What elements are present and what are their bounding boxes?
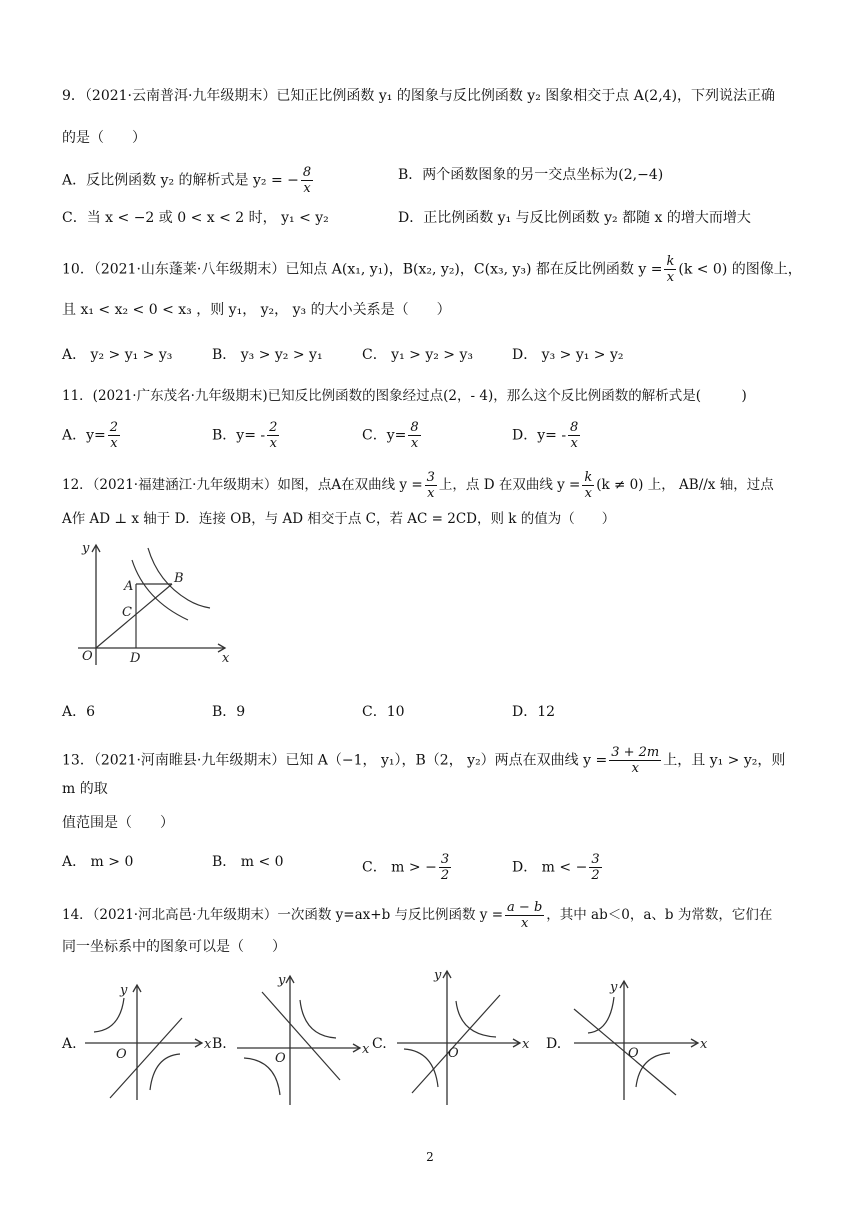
axis-y-label: y (120, 983, 128, 998)
q11-stem: 11．(2021·广东茂名·九年级期末)已知反比例函数的图象经过点(2，- 4)，那么这个反比例函数的解析式是( ) (62, 388, 747, 404)
fig-point-d: D (130, 651, 141, 666)
q11-option-a: A．y= $\frac{2}{x}$ (62, 420, 119, 451)
axis-x-label: x (204, 1037, 212, 1052)
q10-stem-line1: 10．（2021·山东蓬莱·八年级期末）已知点 A(x₁, y₁)，B(x₂, y₂)，C(x₃, y₃) 都在反比例函数 y = $\frac{k}{x}$ (k < 0) 的图像上， (62, 254, 802, 285)
q11-option-d: D．y= - $\frac{8}{x}$ (512, 420, 579, 451)
q10-option-b: B． y₃ > y₂ > y₁ (212, 347, 323, 363)
q9-option-d: D．正比例函数 y₁ 与反比例函数 y₂ 都随 x 的增大而增大 (398, 210, 751, 226)
fig-point-a: A (124, 579, 134, 594)
q14-graph-a (80, 980, 220, 1110)
axis-x-label: x (522, 1037, 530, 1052)
axis-x-label: x (700, 1037, 708, 1052)
q10-stem-line2: 且 x₁ < x₂ < 0 < x₃ ，则 y₁， y₂， y₃ 的大小关系是（ ） (62, 302, 451, 318)
q9-option-b: B．两个函数图象的另一交点坐标为(2,−4) (398, 167, 664, 183)
q12-stem-line2: A作 AD ⊥ x 轴于 D．连接 OB，与 AD 相交于点 C，若 AC = 2CD，则 k 的值为（ ） (62, 511, 616, 527)
q12-option-d: D．12 (512, 704, 556, 720)
q12-figure (60, 540, 240, 670)
q13-option-a: A． m > 0 (62, 854, 134, 870)
q14-label-c: C. (372, 1036, 387, 1052)
q14-label-b: B. (212, 1036, 227, 1052)
q11-option-c: C．y= $\frac{8}{x}$ (362, 420, 419, 451)
q9-option-c: C．当 x < −2 或 0 < x < 2 时， y₁ < y₂ (62, 210, 329, 226)
q9-option-a: A．反比例函数 y₂ 的解析式是 y₂ = − $\frac{8}{x}$ (62, 165, 312, 196)
q12-stem-line1: 12．（2021·福建涵江·九年级期末）如图，点A在双曲线 y = $\frac{3}{x}$ 上，点 D 在双曲线 y = $\frac{k}{x}$ (k ≠ 0) 上， AB//x 轴，过点 (62, 470, 774, 501)
q14-graph-c (392, 965, 532, 1110)
q10-option-c: C． y₁ > y₂ > y₃ (362, 347, 473, 363)
origin-label: O (116, 1047, 127, 1062)
q13-option-b: B． m < 0 (212, 854, 284, 870)
axis-y-label: y (434, 968, 442, 983)
fig-point-b: B (174, 571, 184, 586)
q14-graph-d (566, 975, 716, 1105)
q12-option-c: C．10 (362, 704, 405, 720)
q14-stem-line2: 同一坐标系中的图象可以是（ ） (62, 939, 286, 955)
q9-stem-line1: 9．（2021·云南普洱·九年级期末）已知正比例函数 y₁ 的图象与反比例函数 y₂ 图象相交于点 A(2,4)，下列说法正确 (62, 88, 776, 104)
page-number: 2 (426, 1150, 434, 1164)
axis-y-label: y (278, 973, 286, 988)
q14-label-a: A. (62, 1036, 77, 1052)
q13-stem-line2: m 的取 (62, 781, 108, 797)
q14-stem-line1: 14．（2021·河北高邑·九年级期末）一次函数 y=ax+b 与反比例函数 y = $\frac{a - b}{x}$ ，其中 ab＜0，a、b 为常数，它们在 (62, 900, 773, 931)
q12-option-a: A．6 (62, 704, 96, 720)
q13-stem-line1: 13．（2021·河南睢县·九年级期末）已知 A（−1， y₁），B（2， y₂）两点在双曲线 y = $\frac{3 + 2m}{x}$ 上，且 y₁ > y₂，则 (62, 745, 786, 776)
fig-x-label: x (222, 651, 230, 666)
q10-option-d: D． y₃ > y₁ > y₂ (512, 347, 624, 363)
fig-point-c: C (122, 605, 132, 620)
fraction: $\frac{8}{x}$ (302, 165, 312, 196)
q11-option-b: B．y= - $\frac{2}{x}$ (212, 420, 278, 451)
fig-origin-label: O (82, 649, 93, 664)
fig-y-label: y (82, 541, 90, 556)
q13-option-d: D． m < − $\frac{3}{2}$ (512, 852, 600, 883)
origin-label: O (448, 1046, 459, 1061)
q14-graph-b (232, 970, 372, 1110)
axis-x-label: x (362, 1042, 370, 1057)
q10-option-a: A． y₂ > y₁ > y₃ (62, 347, 173, 363)
axis-y-label: y (610, 980, 618, 995)
q13-option-c: C． m > − $\frac{3}{2}$ (362, 852, 450, 883)
origin-label: O (275, 1051, 286, 1066)
q12-option-b: B．9 (212, 704, 246, 720)
q14-label-d: D. (546, 1036, 562, 1052)
origin-label: O (628, 1046, 639, 1061)
q9-stem-line2: 的是（ ） (62, 130, 146, 146)
q13-stem-line3: 值范围是（ ） (62, 815, 174, 831)
